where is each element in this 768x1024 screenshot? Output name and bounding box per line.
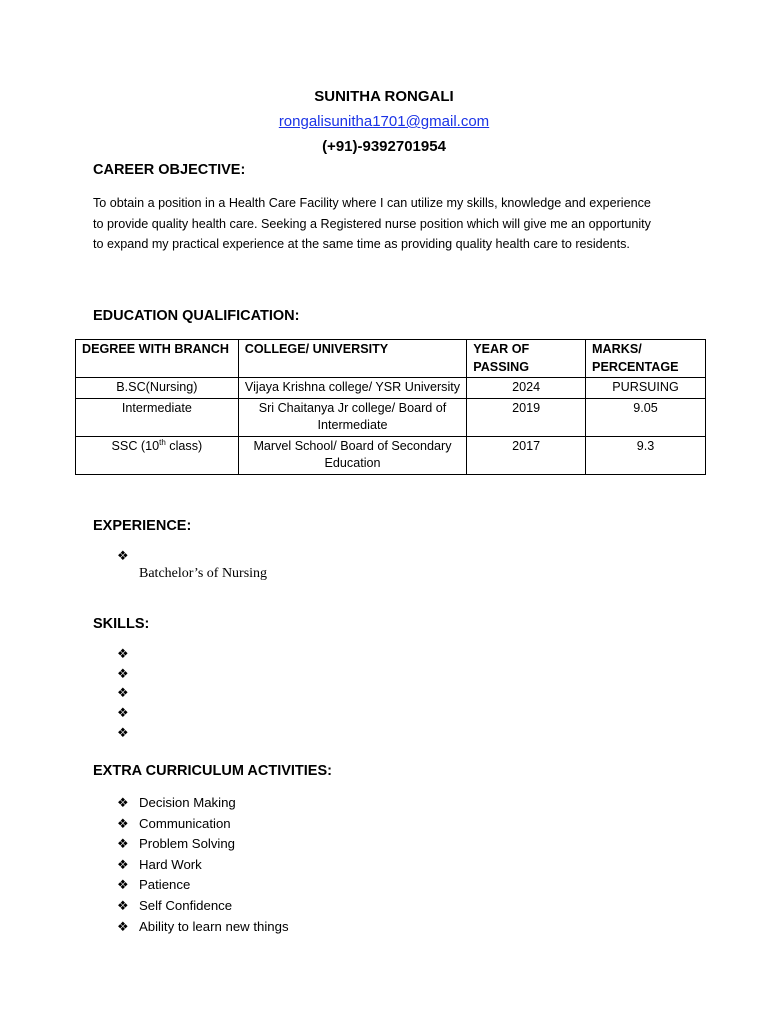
- list-item-label: Self Confidence: [139, 897, 233, 913]
- diamond-bullet-icon: ❖: [117, 856, 129, 872]
- list-item: [117, 856, 289, 877]
- extra-curricular-list: [117, 794, 289, 938]
- year-cell: 2019: [467, 398, 586, 436]
- extra-curricular-heading: EXTRA CURRICULUM ACTIVITIES:: [93, 763, 332, 779]
- candidate-name: SUNITHA RONGALI: [314, 88, 454, 105]
- degree-text-suffix: class): [165, 438, 203, 453]
- degree-cell: B.SC(Nursing): [76, 378, 239, 399]
- list-item: [117, 918, 289, 939]
- experience-item: Batchelor’s of Nursing: [139, 566, 268, 581]
- marks-cell: 9.05: [586, 398, 706, 436]
- career-objective-text: To obtain a position in a Health Care Facility where I can utilize my skills, knowledge and experience to provide quality health care. Seeking a Registered nurse position which will give me an opportunity to expand my practical experience at the same time as providing quality health care to residents.: [93, 196, 651, 251]
- career-objective-heading: CAREER OBJECTIVE:: [93, 162, 246, 178]
- diamond-bullet-icon: ❖: [117, 918, 129, 934]
- list-item: [117, 876, 289, 897]
- column-header: YEAR OF PASSING: [467, 340, 586, 378]
- column-header: DEGREE WITH BRANCH: [76, 340, 239, 378]
- list-item: [117, 897, 289, 918]
- list-item-label: Problem Solving: [139, 836, 236, 852]
- marks-cell: 9.3: [586, 436, 706, 474]
- degree-text: SSC (10: [111, 438, 160, 453]
- marks-cell: PURSUING: [586, 378, 706, 399]
- diamond-bullet-icon: ❖: [117, 646, 129, 661]
- college-cell: Vijaya Krishna college/ YSR University: [238, 378, 466, 399]
- diamond-bullet-icon: ❖: [117, 666, 129, 681]
- diamond-bullet-icon: ❖: [117, 836, 129, 852]
- column-header: COLLEGE/ UNIVERSITY: [238, 340, 466, 378]
- diamond-bullet-icon: ❖: [117, 705, 129, 720]
- diamond-bullet-icon: ❖: [117, 548, 129, 563]
- diamond-bullet-icon: ❖: [117, 685, 129, 700]
- phone-number: (+91)-9392701954: [322, 138, 446, 155]
- table-row: [76, 378, 706, 399]
- diamond-bullet-icon: ❖: [117, 897, 129, 913]
- list-item: [117, 835, 289, 856]
- diamond-bullet-icon: ❖: [117, 725, 129, 740]
- table-row: [76, 398, 706, 436]
- year-cell: 2024: [467, 378, 586, 399]
- list-item: [117, 815, 289, 836]
- skills-heading: SKILLS:: [93, 616, 150, 632]
- table-row: [76, 436, 706, 474]
- email-link[interactable]: rongalisunitha1701@gmail.com: [278, 113, 490, 130]
- degree-cell: Intermediate: [76, 398, 239, 436]
- list-item-label: Ability to learn new things: [139, 918, 289, 934]
- year-cell: 2017: [467, 436, 586, 474]
- table-header-row: [76, 340, 706, 378]
- list-item-label: Decision Making: [139, 795, 236, 810]
- list-item-label: Hard Work: [139, 856, 202, 872]
- list-item: [117, 794, 289, 815]
- education-table: [75, 339, 706, 475]
- diamond-bullet-icon: ❖: [117, 795, 129, 810]
- education-heading: EDUCATION QUALIFICATION:: [93, 308, 300, 324]
- degree-superscript: th: [159, 437, 166, 447]
- column-header: MARKS/ PERCENTAGE: [586, 340, 706, 378]
- diamond-bullet-icon: ❖: [117, 815, 129, 831]
- degree-cell: [76, 436, 239, 474]
- list-item-label: Communication: [139, 815, 231, 831]
- diamond-bullet-icon: ❖: [117, 877, 129, 893]
- list-item-label: Patience: [139, 877, 191, 893]
- college-cell: Marvel School/ Board of Secondary Education: [238, 436, 466, 474]
- experience-heading: EXPERIENCE:: [93, 518, 192, 534]
- college-cell: Sri Chaitanya Jr college/ Board of Intermediate: [238, 398, 466, 436]
